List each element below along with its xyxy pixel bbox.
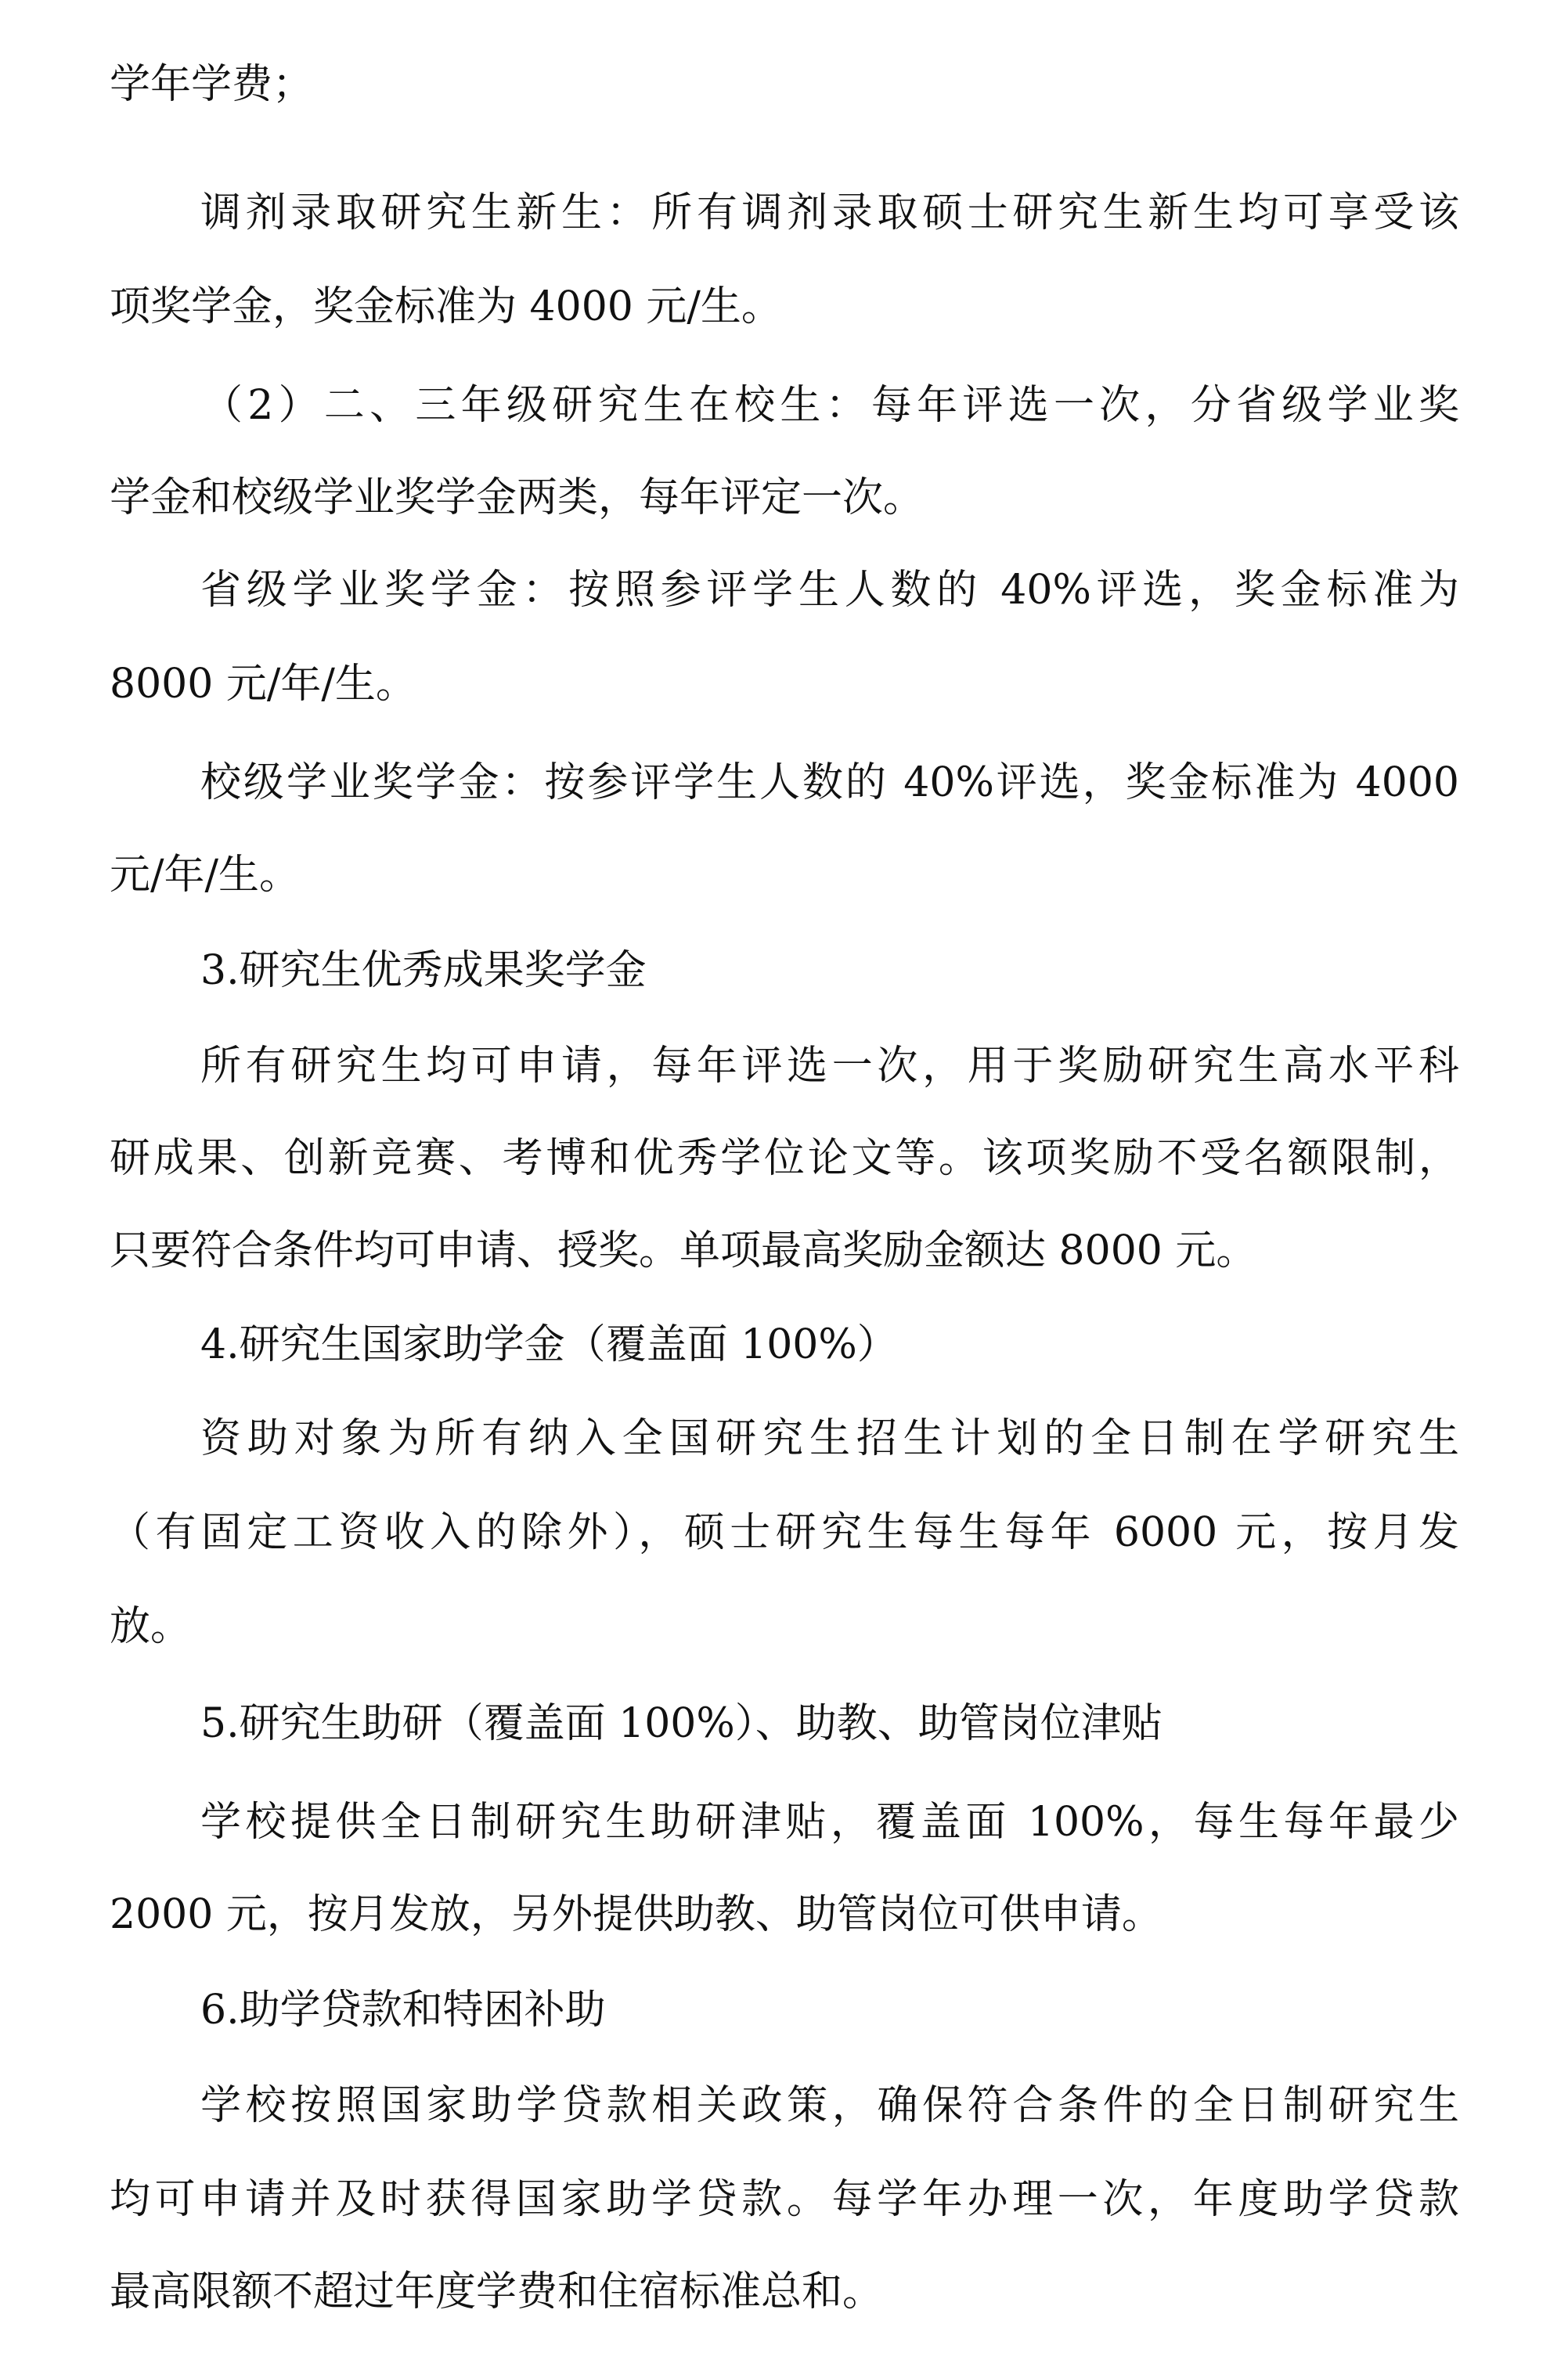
text-line: 项奖学金，奖金标准为 4000 元/生。 [110, 283, 782, 330]
text-line: 均可申请并及时获得国家助学贷款。每学年办理一次，年度助学贷款 [110, 2176, 1459, 2223]
text-line: 学金和校级学业奖学金两类，每年评定一次。 [110, 474, 925, 521]
text-line: 校级学业奖学金：按参评学生人数的 40%评选，奖金标准为 4000 [200, 759, 1459, 806]
text-line: 只要符合条件均可申请、授奖。单项最高奖励金额达 8000 元。 [110, 1227, 1257, 1274]
section-heading: 4.研究生国家助学金（覆盖面 100%） [200, 1321, 898, 1368]
section-heading: 5.研究生助研（覆盖面 100%）、助教、助管岗位津贴 [200, 1700, 1162, 1747]
text-line: 学校提供全日制研究生助研津贴，覆盖面 100%，每生每年最少 [200, 1799, 1459, 1846]
text-line: 所有研究生均可申请，每年评选一次，用于奖励研究生高水平科 [200, 1043, 1459, 1090]
text-line: 2000 元，按月发放，另外提供助教、助管岗位可供申请。 [110, 1891, 1162, 1938]
section-heading: 3.研究生优秀成果奖学金 [200, 947, 647, 994]
text-line: 省级学业奖学金：按照参评学生人数的 40%评选，奖金标准为 [200, 567, 1459, 614]
text-line: 最高限额不超过年度学费和住宿标准总和。 [110, 2268, 884, 2315]
text-line: （有固定工资收入的除外），硕士研究生每生每年 6000 元，按月发 [110, 1509, 1459, 1556]
text-line: （2）二、三年级研究生在校生：每年评选一次，分省级学业奖 [202, 382, 1459, 429]
text-line: 学校按照国家助学贷款相关政策，确保符合条件的全日制研究生 [200, 2082, 1459, 2129]
text-line: 学年学费； [110, 61, 314, 108]
text-line: 调剂录取研究生新生：所有调剂录取硕士研究生新生均可享受该 [200, 189, 1459, 236]
text-line: 放。 [110, 1603, 192, 1650]
text-line: 研成果、创新竞赛、考博和优秀学位论文等。该项奖励不受名额限制， [110, 1135, 1459, 1182]
text-line: 8000 元/年/生。 [110, 661, 416, 708]
text-line: 元/年/生。 [110, 852, 301, 899]
text-line: 资助对象为所有纳入全国研究生招生计划的全日制在学研究生 [200, 1415, 1459, 1462]
section-heading: 6.助学贷款和特困补助 [200, 1987, 606, 2034]
